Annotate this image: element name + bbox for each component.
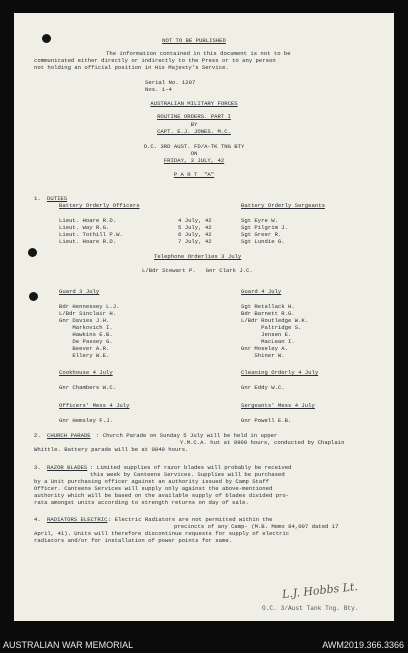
sergeants-mess-heading: Sergeants' Mess 4 July <box>241 402 315 409</box>
radiators-text: April, 41). Units will therefore discontinue requests for supply of electric <box>34 530 290 537</box>
orderly-row: Lieut. Tothill P.W. <box>59 231 123 238</box>
item-4-number: 4. <box>34 516 41 523</box>
guard-4-member: Paltridge S. <box>241 324 302 331</box>
document-page <box>14 13 394 621</box>
cookhouse-heading: Cookhouse 4 July <box>59 369 113 376</box>
orderly-sergeant: Sgt Lundie G. <box>241 238 285 245</box>
radiators-text: radiators and/or for installation of power points for same. <box>34 537 233 544</box>
orderly-date: 4 July, 42 <box>178 217 212 224</box>
orderly-date: 5 July, 42 <box>178 224 212 231</box>
duties-number: 1. <box>34 195 41 202</box>
part-a-heading: P A R T "A" <box>173 171 215 178</box>
signature: L.J. Hobbs Lt. <box>281 580 359 601</box>
guard-3-member: L/Bdr Sinclair H. <box>59 310 117 317</box>
guard-4-member: Sgt Retallack H. <box>241 303 295 310</box>
guard-4-member: Shiner W. <box>241 352 285 359</box>
force-title: AUSTRALIAN MILITARY FORCES <box>150 100 238 107</box>
radiators-text: precincts of any Camp- (M.B. Memo 84,007 dated 17 <box>174 523 339 530</box>
church-parade-text: Whittle. Battery parade will be at 0840 hours. <box>34 446 189 453</box>
razor-blades-text: this week by Canteens Services. Supplies will be purchased <box>90 471 285 478</box>
footer-accession-id: AWM2019.366.3366 <box>322 640 404 650</box>
officers-mess-heading: Officers' Mess 4 July <box>59 402 130 409</box>
signature-title: O.C. 3/Aust Tank Tng. Bty. <box>262 605 359 612</box>
orderly-sergeant: Sgt Pilgrim J. <box>241 224 288 231</box>
church-parade-heading: CHURCH PARADE <box>47 432 91 439</box>
church-parade-text: Y.M.C.A. hut at 0900 hours, conducted by Chaplain <box>180 439 345 446</box>
guard-4-member: Bdr Barnett R.G. <box>241 310 295 317</box>
footer-source: AUSTRALIAN WAR MEMORIAL <box>3 640 134 650</box>
duties-heading: DUTIES <box>47 195 68 202</box>
guard-4-member: L/Bdr Routledge W.K. <box>241 317 309 324</box>
razor-blades-text: : Limited supplies of razor blades will probably be received <box>90 464 292 471</box>
notice-line-3: not holding an official position in His Majesty's Service. <box>34 64 229 71</box>
routine-orders-title: ROUTINE ORDERS. PART I <box>157 113 231 120</box>
razor-blades-text: Officer. Canteens Services will supply only against the above-mentioned <box>34 485 273 492</box>
punch-hole-top <box>42 34 51 43</box>
church-parade-text: : Church Parade on Sunday 5 July will be held in upper <box>96 432 278 439</box>
razor-blades-text: by a Unit purchasing officer against an authority issued by Camp Staff <box>34 478 269 485</box>
guard-3-member: Bdr Hennessey L.J. <box>59 303 120 310</box>
cleaning-orderly-duty: Gnr Eddy W.C. <box>241 384 285 391</box>
orderly-date: 7 July, 42 <box>178 238 212 245</box>
guard-4-member: Gnr Moseley A. <box>241 345 288 352</box>
radiators-text: : Electric Radiators are not permitted within the <box>108 516 273 523</box>
orderly-sergeant: Sgt Greer R. <box>241 231 282 238</box>
orderly-row: Lieut. Hoare R.D. <box>59 217 117 224</box>
classification: NOT TO BE PUBLISHED <box>162 37 226 44</box>
guard-3-member: Ellery W.E. <box>59 352 110 359</box>
telephone-orderlies-heading: Telephone Orderlies 3 July <box>154 253 242 260</box>
radiators-electric-heading: RADIATORS ELECTRIC <box>47 516 108 523</box>
on-label: ON <box>190 150 198 157</box>
item-3-number: 3. <box>34 464 41 471</box>
guard-4-member: MacLean I. <box>241 338 295 345</box>
orderly-date: 6 July, 42 <box>178 231 212 238</box>
order-date: FRIDAY, 3 JULY, 42 <box>163 157 225 164</box>
razor-blades-heading: RAZOR BLADES <box>47 464 88 471</box>
orderly-row: Lieut. Hoare R.D. <box>59 238 117 245</box>
battery-orderly-officers-heading: Battery Orderly Officers <box>59 202 140 209</box>
battery-orderly-sergeants-heading: Battery Orderly Sergeants <box>241 202 325 209</box>
cleaning-orderly-heading: Cleaning Orderly 4 July <box>241 369 319 376</box>
guard-4-july-heading: Guard 4 July <box>241 288 282 295</box>
telephone-orderlies: L/Bdr Stewart P. Gnr Clark J.C. <box>142 267 253 274</box>
razor-blades-text: authority which will be based on the available supply of blades divided pro- <box>34 492 290 499</box>
guard-3-member: Hawkins E.B. <box>59 331 113 338</box>
punch-hole-middle <box>28 248 37 257</box>
punch-hole-lower <box>29 292 38 301</box>
razor-blades-text: rata amongst units according to strength returns on day of sale. <box>34 499 249 506</box>
guard-3-member: De Passey G. <box>59 338 113 345</box>
footer-bar <box>0 638 408 653</box>
guard-4-member: Jensen E. <box>241 331 292 338</box>
orderly-row: Lieut. Way R.G. <box>59 224 110 231</box>
orderly-sergeant: Sgt Eyre W. <box>241 217 278 224</box>
notice-line-2: communicated either directly or indirectly to the Press or to any person <box>34 57 276 64</box>
guard-3-member: Markovich I. <box>59 324 113 331</box>
serial-number: Serial No. 1207 <box>145 79 196 86</box>
guard-3-july-heading: Guard 3 July <box>59 288 100 295</box>
commander-name: CAPT. E.J. JONES. M.C. <box>157 128 231 135</box>
cookhouse-duty: Gnr Chambers W.C. <box>59 384 117 391</box>
sergeants-mess-duty: Gnr Powell E.B. <box>241 417 292 424</box>
item-2-number: 2. <box>34 432 41 439</box>
guard-3-member: Beever A.R. <box>59 345 110 352</box>
unit-title: O.C. 3RD AUST. FD/A-TK TNG BTY <box>143 143 245 150</box>
by-label: BY <box>190 121 198 128</box>
guard-3-member: Gnr Davies J.H. <box>59 317 110 324</box>
officers-mess-duty: Gnr Hemsley F.J. <box>59 417 113 424</box>
notice-line-1: The information contained in this document is not to be <box>106 50 291 57</box>
order-numbers: Nos. 1-4 <box>145 86 172 93</box>
